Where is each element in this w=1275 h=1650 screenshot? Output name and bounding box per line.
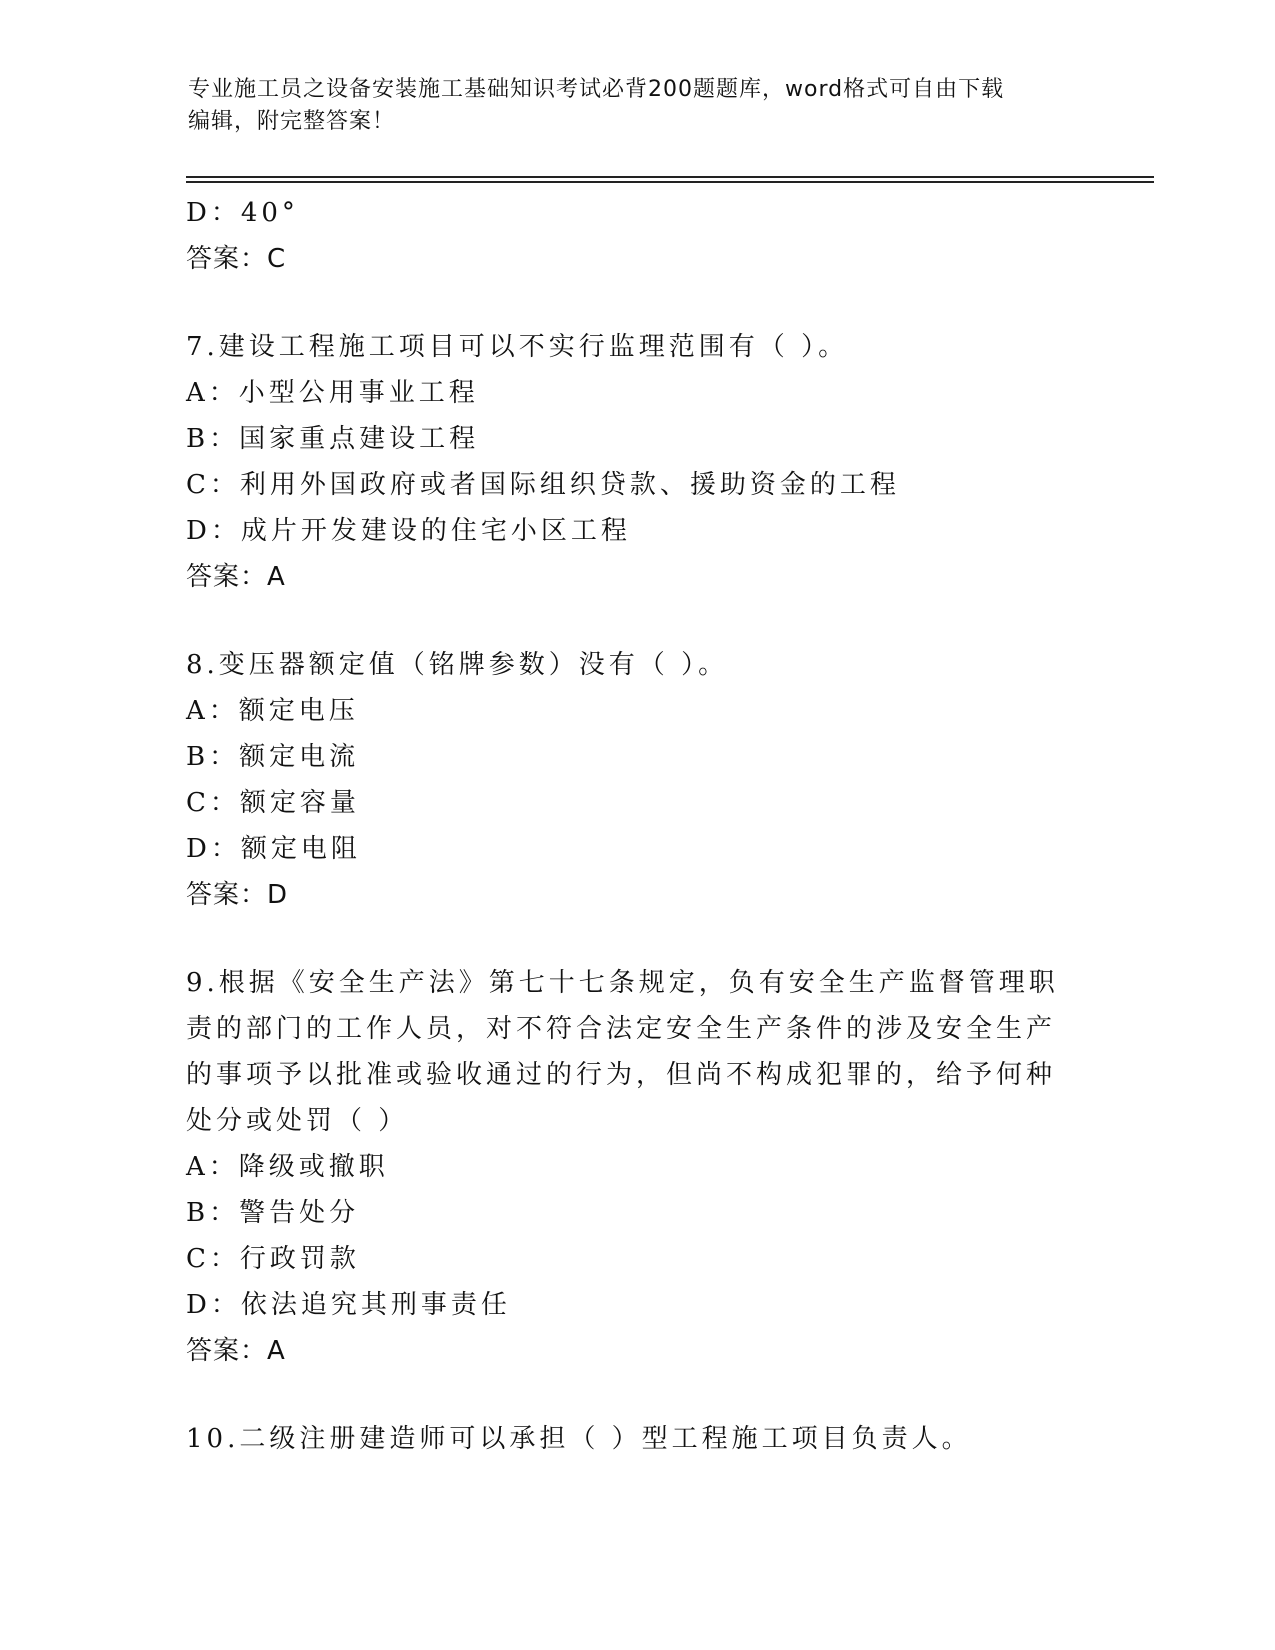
document-body	[186, 190, 1086, 1462]
question-text: 9.根据《安全生产法》第七十七条规定，负有安全生产监督管理职责的部门的工作人员，对不符合法定安全生产条件的涉及安全生产的事项予以批准或验收通过的行为，但尚不构成犯罪的，给予何种处分或处罚（ ）	[186, 968, 1059, 1136]
answer-line: 答案：A	[186, 1336, 286, 1366]
option-b: B：警告处分	[186, 1198, 360, 1228]
option-a: A：小型公用事业工程	[186, 378, 479, 408]
question-block-9	[186, 960, 1086, 1374]
answer-line: 答案：A	[186, 562, 286, 592]
question-block-8	[186, 642, 1086, 918]
header-title-line-2: 编辑，附完整答案！	[188, 109, 396, 134]
answer-line: 答案：D	[186, 880, 289, 910]
header-divider-top	[186, 176, 1154, 178]
question-text: 10.二级注册建造师可以承担（ ）型工程施工项目负责人。	[186, 1424, 972, 1454]
option-b: B：额定电流	[186, 742, 360, 772]
question-block-prev	[186, 190, 1086, 282]
option-b: B：国家重点建设工程	[186, 424, 480, 454]
document-header	[188, 74, 1088, 138]
question-block-10	[186, 1416, 1086, 1462]
answer-line: 答案：C	[186, 244, 287, 274]
option-c: C：额定容量	[186, 788, 360, 818]
option-d: D：依法追究其刑事责任	[186, 1290, 511, 1320]
question-text: 8.变压器额定值（铭牌参数）没有（ ）。	[186, 650, 729, 680]
header-title-line-1: 专业施工员之设备安装施工基础知识考试必背200题题库，word格式可自由下载	[188, 77, 1005, 102]
option-a: A：降级或撤职	[186, 1152, 389, 1182]
question-block-7	[186, 324, 1086, 600]
question-text: 7.建设工程施工项目可以不实行监理范围有（ ）。	[186, 332, 849, 362]
option-c: C：行政罚款	[186, 1244, 360, 1274]
option-d: D：成片开发建设的住宅小区工程	[186, 516, 631, 546]
option-d: D：额定电阻	[186, 834, 361, 864]
option-d: D：40°	[186, 198, 299, 228]
option-a: A：额定电压	[186, 696, 359, 726]
option-c: C：利用外国政府或者国际组织贷款、援助资金的工程	[186, 470, 900, 500]
header-divider-bottom	[186, 181, 1154, 183]
